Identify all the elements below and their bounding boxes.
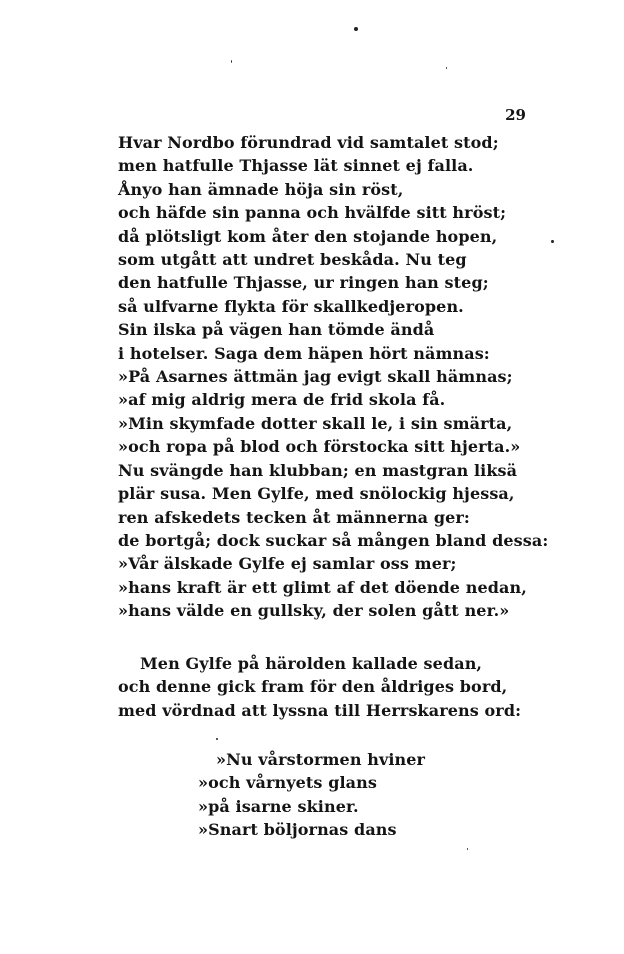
poem-line: »hans välde en gullsky, der solen gått ner.»: [118, 601, 510, 621]
poem-line: i hotelser. Saga dem häpen hört nämnas:: [118, 343, 490, 363]
poem-line: »Vår älskade Gylfe ej samlar oss mer;: [118, 554, 457, 574]
poem-line: plär susa. Men Gylfe, med snölockig hjessa,: [118, 484, 515, 504]
poem-line: så ulfvarne flykta för skallkedjeropen.: [118, 296, 464, 316]
poem-line: men hatfulle Thjasse lät sinnet ej falla.: [118, 156, 474, 176]
poem-line: då plötsligt kom åter den stojande hopen,: [118, 226, 498, 246]
poem-line: »Min skymfade dotter skall le, i sin smärta,: [118, 413, 513, 433]
poem-line: Men Gylfe på härolden kallade sedan,: [140, 654, 483, 673]
scan-speck: [354, 27, 358, 31]
poem-line: Sin ilska på vägen han tömde ändå: [118, 320, 435, 340]
poem-line: ren afskedets tecken åt männerna ger:: [118, 507, 470, 527]
poem-line: »Nu vårstormen hviner: [216, 750, 426, 769]
poem-line: som utgått att undret beskåda. Nu teg: [118, 250, 467, 270]
poem-line: »på isarne skiner.: [198, 796, 359, 816]
poem-line: Ånyo han ämnade höja sin röst,: [118, 179, 404, 199]
scan-speck: [467, 848, 468, 850]
poem-line: och denne gick fram för den åldriges bord,: [118, 677, 508, 697]
page-number: 29: [505, 106, 526, 124]
poem-line: »hans kraft är ett glimt af det döende nedan,: [118, 577, 527, 597]
poem-line: »och ropa på blod och förstocka sitt hjerta.»: [118, 437, 521, 457]
poem-line: Hvar Nordbo förundrad vid samtalet stod;: [118, 133, 499, 152]
poem-line: och häfde sin panna och hvälfde sitt hröst;: [118, 203, 507, 223]
poem-line: de bortgå; dock suckar så mången bland dessa:: [118, 530, 549, 550]
scan-speck: [446, 67, 447, 69]
poem-line: »af mig aldrig mera de frid skola få.: [118, 390, 446, 410]
scan-speck: [231, 60, 232, 63]
stanza-1: [118, 131, 548, 623]
poem-line: Nu svängde han klubban; en mastgran liksä: [118, 460, 518, 480]
scan-speck: [216, 738, 218, 740]
poem-line: »Snart böljornas dans: [198, 820, 397, 840]
poem-line: med vördnad att lyssna till Herrskarens ord:: [118, 700, 522, 720]
stanza-3: [198, 748, 425, 842]
poem-line: »och vårnyets glans: [198, 773, 377, 793]
poem-line: den hatfulle Thjasse, ur ringen han steg;: [118, 273, 489, 293]
poem-line: »På Asarnes ättmän jag evigt skall hämnas;: [118, 367, 513, 387]
scan-speck: [551, 240, 554, 243]
stanza-2: [118, 652, 521, 722]
